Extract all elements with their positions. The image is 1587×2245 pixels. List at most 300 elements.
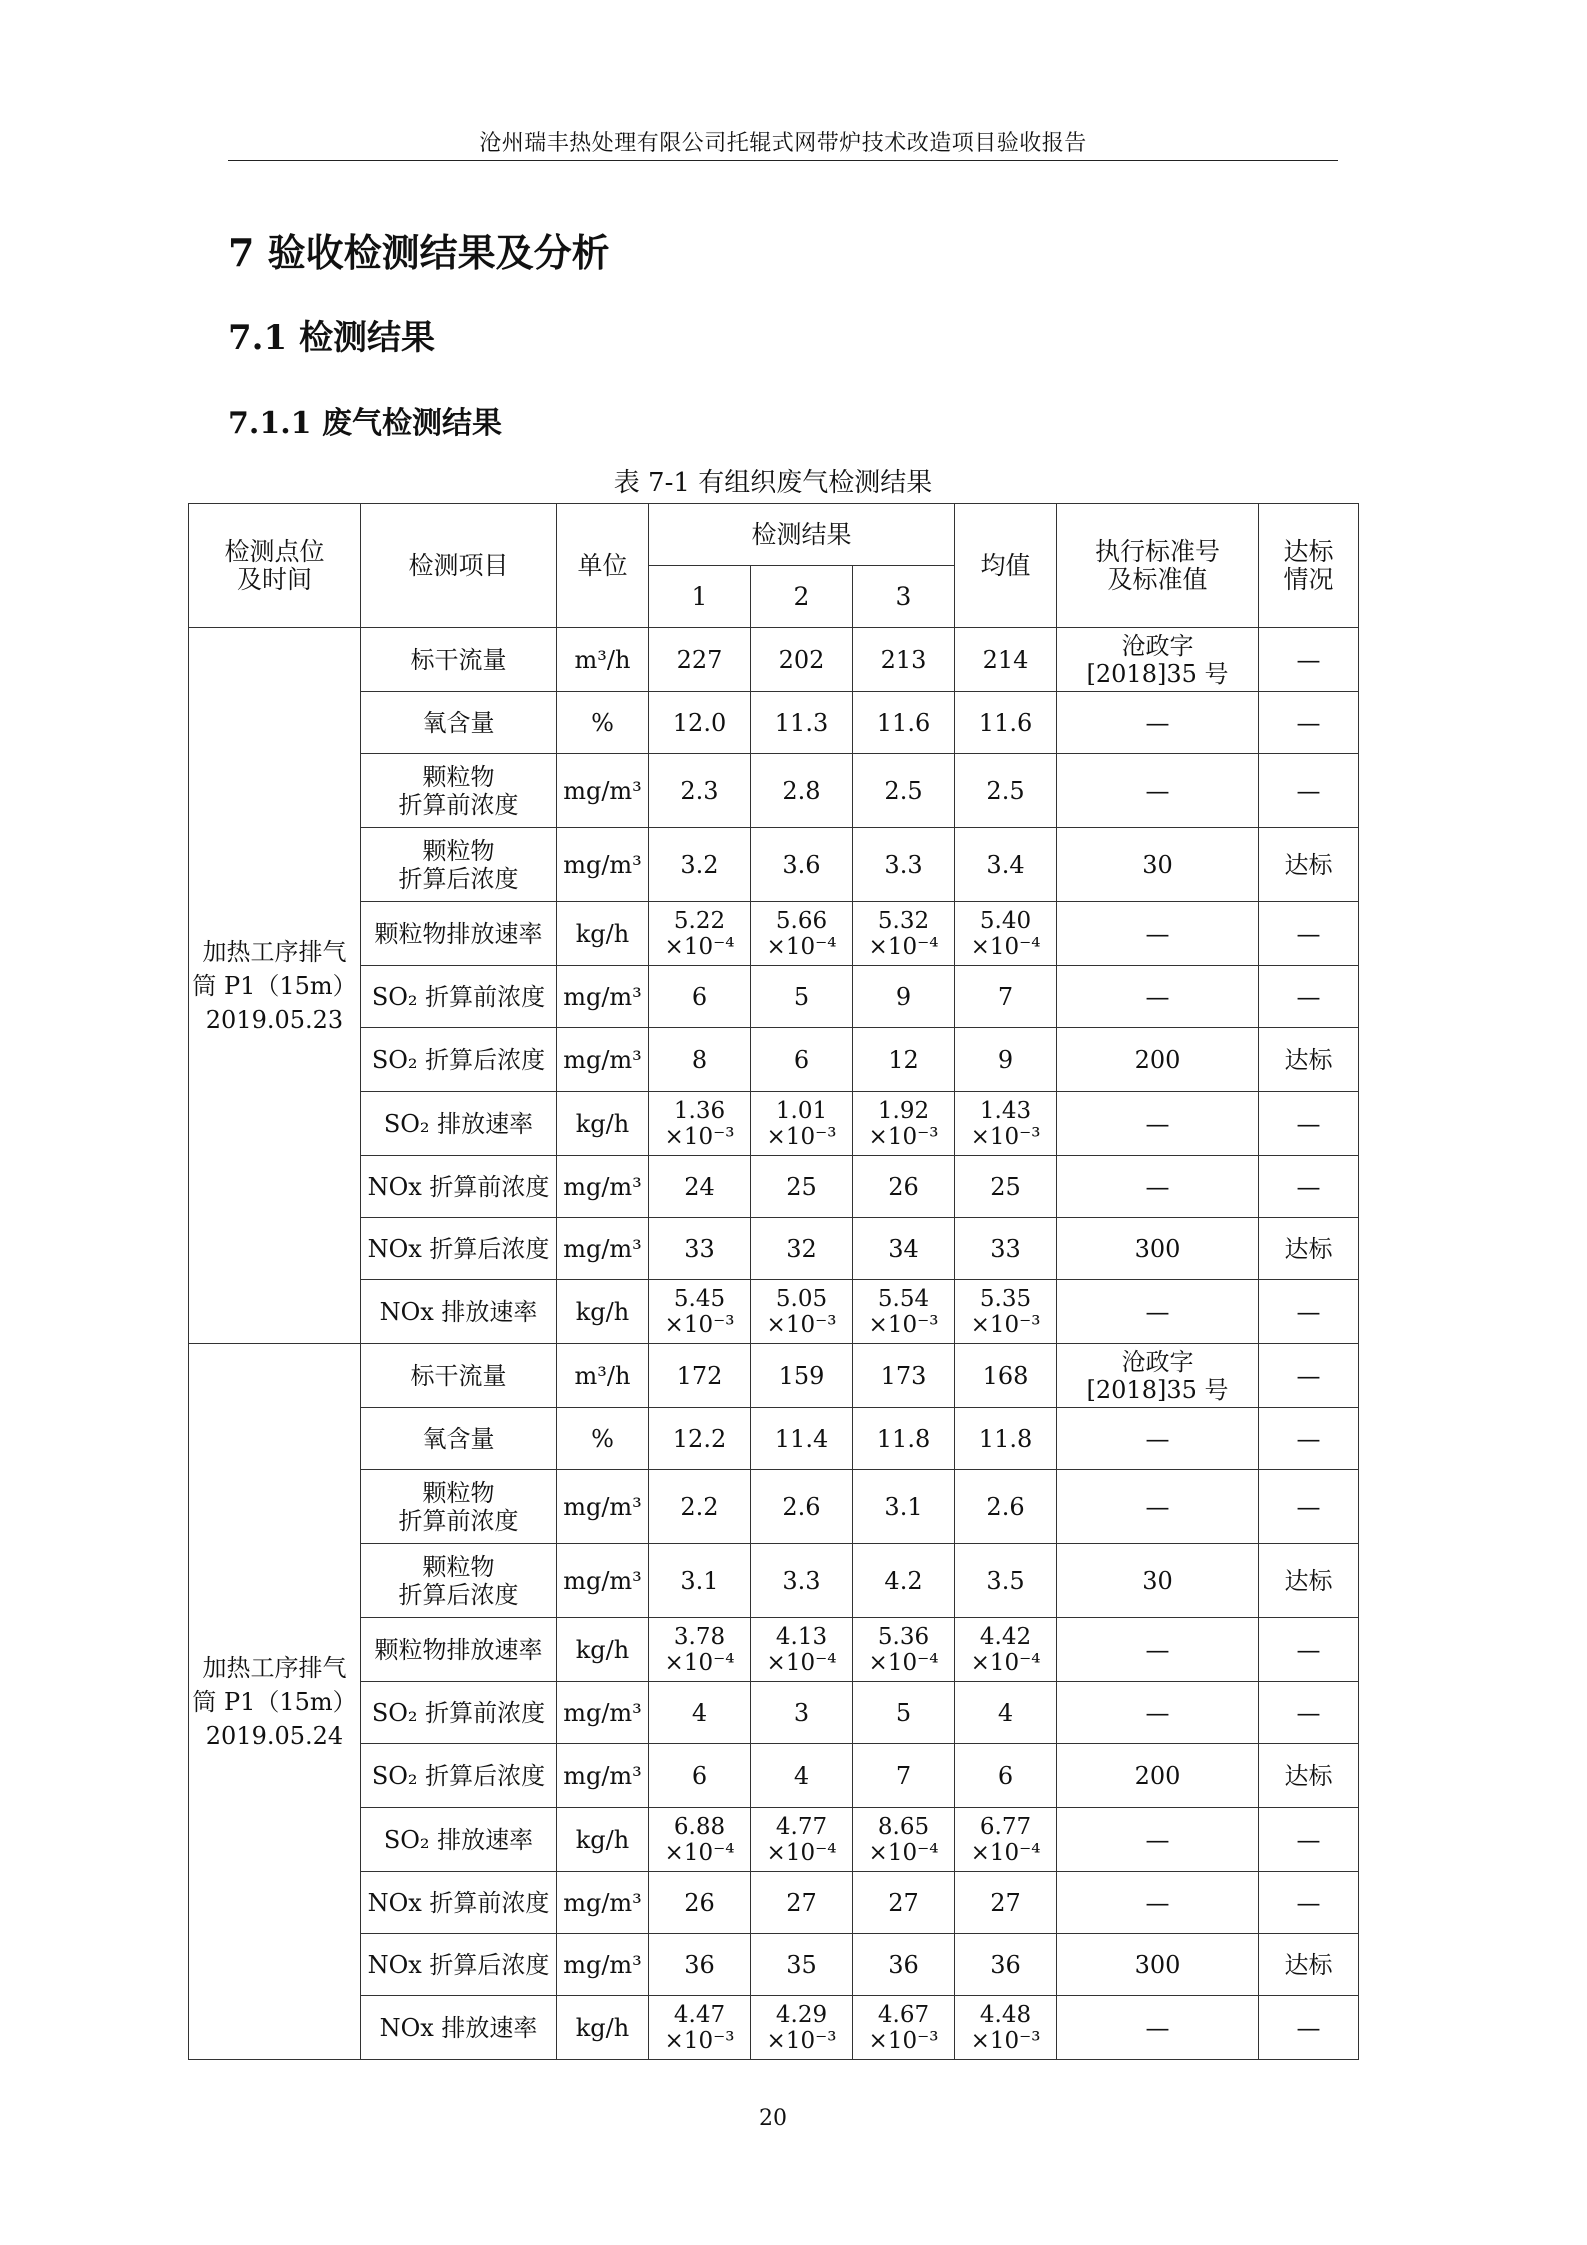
item-cell-line: 颗粒物 [422,1552,495,1581]
result-3-cell [853,1218,955,1280]
average-cell [955,1934,1057,1996]
average-cell [955,628,1057,692]
average-cell [955,1156,1057,1218]
site-line: 加热工序排气 [202,1653,347,1682]
item-cell-line: SO₂ 折算前浓度 [371,982,546,1011]
table-row [189,1218,1359,1280]
average-cell [955,966,1057,1028]
result-2-cell [751,1028,853,1092]
standard-cell [1057,1808,1259,1872]
item-cell-line: NOx 折算前浓度 [367,1172,550,1201]
table-body [189,628,1359,2060]
average-cell-line: 9 [997,1045,1014,1074]
head-compliance-line: 情况 [1283,564,1334,594]
item-cell-line: NOx 折算后浓度 [367,1950,550,1979]
standard-cell [1057,1744,1259,1808]
result-3-cell-line: 11.6 [876,708,931,737]
head-compliance-line: 达标 [1283,536,1334,566]
result-2-cell-line: 32 [786,1234,817,1263]
average-cell [955,1744,1057,1808]
result-3-cell [853,628,955,692]
item-cell [361,1280,557,1344]
unit-cell: kg/h [557,902,649,966]
average-cell-line: ×10⁻⁴ [970,1649,1041,1676]
average-cell-line: 4 [997,1698,1014,1727]
item-cell-line: SO₂ 折算后浓度 [371,1761,546,1790]
compliance-cell: — [1259,692,1359,754]
average-cell-line: 5.40 [979,907,1032,934]
page-header: 沧州瑞丰热处理有限公司托辊式网带炉技术改造项目验收报告 [479,131,1087,156]
result-1-cell-line: ×10⁻⁴ [664,1649,735,1676]
item-cell [361,966,557,1028]
table-row [189,1470,1359,1544]
average-cell-line: 36 [990,1950,1021,1979]
result-3-cell-line: 5.32 [877,907,930,934]
average-cell-line: 11.8 [978,1424,1033,1453]
head-compliance [1259,504,1359,628]
result-1-cell-line: 24 [684,1172,715,1201]
result-3-cell [853,1344,955,1408]
standard-cell-line: 300 [1134,1234,1181,1263]
result-1-cell-line: 3.78 [673,1623,726,1650]
standard-cell-line: — [1145,1635,1170,1664]
standard-cell [1057,1092,1259,1156]
site-line: 2019.05.23 [205,1005,344,1034]
table-row [189,1934,1359,1996]
average-cell [955,1996,1057,2060]
compliance-cell: — [1259,1618,1359,1682]
result-2-cell [751,1618,853,1682]
monitoring-site-cell [189,628,361,1344]
result-1-cell-line: 8 [691,1045,708,1074]
result-1-cell-line: 2.3 [680,776,719,805]
result-2-cell [751,1408,853,1470]
result-3-cell-line: 27 [888,1888,919,1917]
result-1-cell-line: ×10⁻⁴ [664,933,735,960]
result-2-cell-line: 27 [786,1888,817,1917]
standard-cell-line: — [1145,982,1170,1011]
compliance-cell: — [1259,902,1359,966]
result-1-cell-line: 3.2 [680,850,719,879]
site-line: 2019.05.24 [205,1721,344,1750]
result-2-cell-line: 159 [778,1361,825,1390]
standard-cell [1057,1470,1259,1544]
unit-cell: % [557,692,649,754]
table-row [189,1682,1359,1744]
result-3-cell-line: 12 [888,1045,919,1074]
compliance-cell: — [1259,1996,1359,2060]
item-cell-line: 颗粒物排放速率 [374,919,543,948]
result-1-cell [649,1408,751,1470]
unit-cell: mg/m³ [557,754,649,828]
table-row [189,1156,1359,1218]
unit-cell: mg/m³ [557,966,649,1028]
result-1-cell [649,754,751,828]
result-3-cell-line: 11.8 [876,1424,931,1453]
compliance-cell: — [1259,754,1359,828]
item-cell [361,1996,557,2060]
result-2-cell [751,692,853,754]
average-cell [955,1682,1057,1744]
standard-cell-line: — [1145,1172,1170,1201]
standard-cell-line: [2018]35 号 [1086,1375,1229,1404]
item-cell [361,1872,557,1934]
average-cell-line: 3.5 [986,1566,1025,1595]
average-cell [955,1344,1057,1408]
table-row [189,1280,1359,1344]
average-cell [955,1280,1057,1344]
result-1-cell [649,1934,751,1996]
results-table-wrapper [188,503,1358,2060]
item-cell [361,1344,557,1408]
head-standard-line: 执行标准号 [1095,536,1221,566]
average-cell [955,902,1057,966]
item-cell [361,1156,557,1218]
result-1-cell-line: 12.0 [672,708,727,737]
item-cell-line: 颗粒物 [422,836,495,865]
average-cell-line: 1.43 [979,1097,1032,1124]
result-2-cell-line: 2.8 [782,776,821,805]
compliance-cell: — [1259,1808,1359,1872]
compliance-cell: — [1259,1092,1359,1156]
item-cell [361,828,557,902]
result-3-cell-line: 3.3 [884,850,923,879]
result-3-cell-line: 9 [895,982,912,1011]
result-1-cell-line: ×10⁻⁴ [664,1839,735,1866]
result-2-cell-line: 3.3 [782,1566,821,1595]
average-cell [955,1470,1057,1544]
head-unit: 单位 [557,504,649,628]
result-3-cell-line: 8.65 [877,1813,930,1840]
unit-cell: m³/h [557,1344,649,1408]
result-1-cell [649,1280,751,1344]
result-3-cell [853,1872,955,1934]
standard-cell [1057,1996,1259,2060]
unit-cell: % [557,1408,649,1470]
result-1-cell [649,1544,751,1618]
standard-cell [1057,1872,1259,1934]
table-row [189,1092,1359,1156]
item-cell-line: SO₂ 排放速率 [383,1825,534,1854]
table-row [189,692,1359,754]
subsection-heading: 7.1 检测结果 [228,318,435,358]
average-cell-line: ×10⁻³ [970,1311,1041,1338]
result-3-cell-line: 173 [880,1361,927,1390]
average-cell-line: ×10⁻³ [970,2027,1041,2054]
head-result-3: 3 [853,566,955,628]
result-1-cell-line: 12.2 [672,1424,727,1453]
result-1-cell-line: ×10⁻³ [664,1311,735,1338]
result-1-cell-line: 6 [691,1761,708,1790]
result-2-cell-line: 5.66 [775,907,828,934]
result-3-cell [853,1808,955,1872]
result-1-cell-line: 36 [684,1950,715,1979]
result-3-cell [853,1618,955,1682]
site-line: 筒 P1（15m） [192,1687,357,1716]
compliance-cell: — [1259,1280,1359,1344]
result-1-cell-line: 227 [676,645,723,674]
average-cell-line: ×10⁻⁴ [970,1839,1041,1866]
unit-cell: mg/m³ [557,1744,649,1808]
head-result-2: 2 [751,566,853,628]
unit-cell: mg/m³ [557,1470,649,1544]
result-1-cell [649,692,751,754]
result-2-cell [751,1934,853,1996]
result-2-cell [751,966,853,1028]
result-3-cell [853,902,955,966]
compliance-cell: — [1259,1872,1359,1934]
site-line: 筒 P1（15m） [192,971,357,1000]
result-2-cell [751,1156,853,1218]
standard-cell-line: 30 [1142,1566,1173,1595]
result-1-cell [649,628,751,692]
result-3-cell-line: 4.2 [884,1566,923,1595]
standard-cell-line: 200 [1134,1761,1181,1790]
result-2-cell-line: 11.3 [774,708,829,737]
head-standard-line: 及标准值 [1107,564,1208,594]
item-cell [361,692,557,754]
result-3-cell [853,754,955,828]
standard-cell-line: — [1145,1297,1170,1326]
compliance-cell: 达标 [1259,828,1359,902]
result-2-cell-line: 3.6 [782,850,821,879]
table-row [189,966,1359,1028]
item-cell-line: 折算后浓度 [398,1580,519,1609]
average-cell-line: 6.77 [979,1813,1032,1840]
result-3-cell [853,1934,955,1996]
table-caption: 表 7-1 有组织废气检测结果 [613,468,933,498]
result-2-cell-line: 6 [793,1045,810,1074]
result-1-cell-line: 172 [676,1361,723,1390]
table-row [189,1808,1359,1872]
result-2-cell [751,1682,853,1744]
average-cell [955,1092,1057,1156]
result-3-cell [853,1092,955,1156]
compliance-cell: — [1259,1682,1359,1744]
standard-cell [1057,1408,1259,1470]
result-3-cell-line: ×10⁻⁴ [868,1649,939,1676]
result-1-cell-line: 1.36 [673,1097,726,1124]
result-3-cell-line: ×10⁻³ [868,1311,939,1338]
head-result-1: 1 [649,566,751,628]
unit-cell: kg/h [557,1996,649,2060]
result-2-cell-line: 5.05 [775,1285,828,1312]
compliance-cell: 达标 [1259,1544,1359,1618]
result-2-cell-line: 35 [786,1950,817,1979]
table-row [189,1408,1359,1470]
result-2-cell-line: ×10⁻³ [766,1311,837,1338]
table-row [189,1996,1359,2060]
result-2-cell-line: 3 [793,1698,810,1727]
result-2-cell [751,1470,853,1544]
result-2-cell [751,1280,853,1344]
item-cell-line: NOx 折算前浓度 [367,1888,550,1917]
average-cell-line: ×10⁻³ [970,1123,1041,1150]
unit-cell: mg/m³ [557,1682,649,1744]
item-cell-line: 标干流量 [410,1361,507,1390]
result-2-cell-line: 4.29 [775,2001,828,2028]
item-cell-line: 标干流量 [410,645,507,674]
standard-cell-line: 200 [1134,1045,1181,1074]
result-2-cell-line: 2.6 [782,1492,821,1521]
results-table [188,503,1359,2060]
result-3-cell [853,828,955,902]
average-cell [955,1808,1057,1872]
unit-cell: mg/m³ [557,1544,649,1618]
result-2-cell [751,754,853,828]
result-3-cell-line: 1.92 [877,1097,930,1124]
result-3-cell-line: 34 [888,1234,919,1263]
item-cell-line: 折算前浓度 [398,1506,519,1535]
result-3-cell [853,1744,955,1808]
result-3-cell-line: ×10⁻³ [868,1123,939,1150]
average-cell-line: 7 [997,982,1014,1011]
unit-cell: mg/m³ [557,828,649,902]
table-row [189,1872,1359,1934]
table-row [189,628,1359,692]
result-1-cell-line: 4.47 [673,2001,726,2028]
item-cell-line: NOx 折算后浓度 [367,1234,550,1263]
result-1-cell [649,1872,751,1934]
item-cell [361,1808,557,1872]
unit-cell: mg/m³ [557,1156,649,1218]
item-cell [361,1618,557,1682]
item-cell [361,1470,557,1544]
result-3-cell [853,1156,955,1218]
standard-cell-line: 300 [1134,1950,1181,1979]
result-3-cell-line: 7 [895,1761,912,1790]
result-3-cell [853,966,955,1028]
result-2-cell [751,1996,853,2060]
result-3-cell-line: 36 [888,1950,919,1979]
head-item: 检测项目 [361,504,557,628]
result-2-cell [751,1344,853,1408]
result-2-cell-line: 25 [786,1172,817,1201]
result-3-cell-line: 26 [888,1172,919,1201]
result-2-cell-line: ×10⁻⁴ [766,933,837,960]
result-3-cell [853,1470,955,1544]
result-2-cell [751,828,853,902]
item-cell [361,1218,557,1280]
result-2-cell-line: ×10⁻³ [766,2027,837,2054]
standard-cell-line: — [1145,708,1170,737]
standard-cell [1057,828,1259,902]
compliance-cell: 达标 [1259,1744,1359,1808]
standard-cell-line: — [1145,1698,1170,1727]
head-average: 均值 [955,504,1057,628]
average-cell [955,1218,1057,1280]
result-1-cell-line: 4 [691,1698,708,1727]
result-3-cell-line: ×10⁻⁴ [868,1839,939,1866]
unit-cell: mg/m³ [557,1028,649,1092]
standard-cell-line: — [1145,1492,1170,1521]
standard-cell-line: — [1145,1825,1170,1854]
result-3-cell-line: 3.1 [884,1492,923,1521]
item-cell [361,1408,557,1470]
result-2-cell-line: 4 [793,1761,810,1790]
item-cell [361,754,557,828]
result-3-cell [853,1280,955,1344]
standard-cell-line: 沧政字 [1121,1347,1194,1376]
standard-cell-line: — [1145,919,1170,948]
standard-cell [1057,966,1259,1028]
compliance-cell: — [1259,1156,1359,1218]
item-cell [361,628,557,692]
standard-cell-line: — [1145,776,1170,805]
result-3-cell-line: 2.5 [884,776,923,805]
result-1-cell [649,966,751,1028]
result-1-cell [649,1808,751,1872]
result-3-cell [853,1682,955,1744]
average-cell-line: 4.42 [979,1623,1032,1650]
table-row [189,902,1359,966]
subsubsection-heading: 7.1.1 废气检测结果 [228,406,502,441]
standard-cell-line: — [1145,2013,1170,2042]
result-3-cell [853,692,955,754]
average-cell-line: 6 [997,1761,1014,1790]
unit-cell: mg/m³ [557,1934,649,1996]
result-2-cell [751,1872,853,1934]
result-3-cell-line: ×10⁻³ [868,2027,939,2054]
standard-cell [1057,692,1259,754]
result-3-cell-line: 5.36 [877,1623,930,1650]
unit-cell: mg/m³ [557,1872,649,1934]
result-2-cell [751,902,853,966]
result-3-cell-line: ×10⁻⁴ [868,933,939,960]
item-cell-line: 折算前浓度 [398,790,519,819]
result-3-cell-line: 5.54 [877,1285,930,1312]
average-cell-line: 168 [982,1361,1029,1390]
average-cell-line: 2.6 [986,1492,1025,1521]
average-cell-line: 2.5 [986,776,1025,805]
head-site-line: 及时间 [236,564,312,594]
item-cell-line: 颗粒物 [422,762,495,791]
table-row [189,1544,1359,1618]
average-cell-line: 3.4 [986,850,1025,879]
result-2-cell [751,628,853,692]
standard-cell-line: — [1145,1888,1170,1917]
item-cell [361,902,557,966]
average-cell [955,1618,1057,1682]
standard-cell-line: 沧政字 [1121,631,1194,660]
average-cell-line: 25 [990,1172,1021,1201]
item-cell-line: NOx 排放速率 [379,2013,538,2042]
result-3-cell [853,1996,955,2060]
result-1-cell-line: ×10⁻³ [664,2027,735,2054]
standard-cell [1057,1682,1259,1744]
unit-cell: m³/h [557,628,649,692]
result-1-cell [649,1218,751,1280]
head-results: 检测结果 [649,504,955,566]
item-cell-line: NOx 排放速率 [379,1297,538,1326]
result-1-cell-line: 33 [684,1234,715,1263]
result-1-cell [649,1470,751,1544]
result-2-cell [751,1808,853,1872]
table-head [189,504,1359,628]
result-2-cell [751,1092,853,1156]
result-3-cell [853,1544,955,1618]
compliance-cell: — [1259,628,1359,692]
item-cell-line: SO₂ 折算后浓度 [371,1045,546,1074]
standard-cell [1057,1618,1259,1682]
unit-cell: kg/h [557,1092,649,1156]
unit-cell: kg/h [557,1808,649,1872]
standard-cell [1057,1344,1259,1408]
result-2-cell-line: ×10⁻⁴ [766,1839,837,1866]
result-1-cell [649,1996,751,2060]
average-cell-line: 214 [982,645,1029,674]
compliance-cell: 达标 [1259,1934,1359,1996]
